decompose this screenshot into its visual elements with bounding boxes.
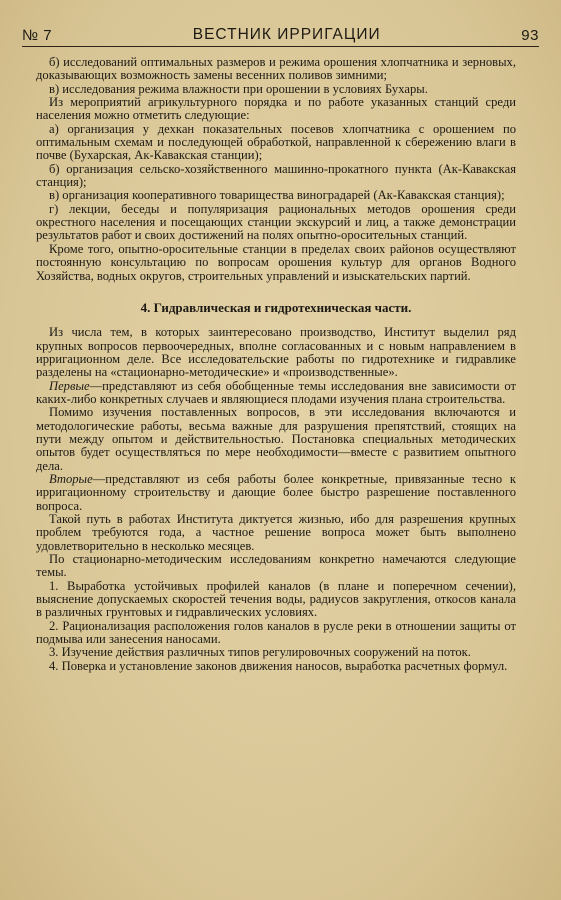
paragraph-text: —представляют из себя обобщенные темы исследования вне зависимости от каких-либо конкретных случаев и являющиеся плодами изучения плана строительства. xyxy=(36,378,516,406)
paragraphs-bottom xyxy=(36,326,516,673)
paragraph-text: г) лекции, беседы и популяризация рациональных методов орошения среди окрестного населения и посещающих станции экскурсий и лиц, а также демонстрации результатов работ и своих достижений на полях опытно-оросительных станций. xyxy=(36,201,516,243)
paragraph-text: Из числа тем, в которых заинтересовано производство, Институт выделил ряд крупных вопросов первоочередных, вполне согласованных и с новым направлением в ирригационном деле. Все исследовательские работы по гидротехнике и гидравлике разделены на «стационарно-методические» и «производственные». xyxy=(36,325,516,380)
paragraph xyxy=(36,473,516,513)
paragraph-text: 4. Поверка и установление законов движения наносов, выработка расчетных формул. xyxy=(49,658,508,673)
article-body xyxy=(36,56,516,673)
paragraph-text: в) организация кооперативного товарищества виноградарей (Ак-Кавакская станция); xyxy=(49,188,505,203)
paragraph-text: 2. Рационализация расположения голов каналов в русле реки в отношении защиты от подмыва или занесения наносами. xyxy=(36,618,516,647)
paragraph xyxy=(36,620,516,647)
paragraphs-top xyxy=(36,56,516,283)
paragraph xyxy=(36,380,516,407)
paragraph-text: Помимо изучения поставленных вопросов, в эти исследования включаются и методологические работы, весьма важные для разрушения препятствий, стоящих на пути между опытом и действительностью. Постановка специальных методических опытов будет осуществляться по мере необходимости—вместе с развитием опытного дела. xyxy=(36,405,516,473)
paragraph-text: По стационарно-методическим исследованиям конкретно намечаются следующие темы. xyxy=(36,552,516,580)
paragraph xyxy=(36,406,516,473)
paragraph-text: 1. Выработка устойчивых профилей каналов (в плане и поперечном сечении), выяснение допускаемых скоростей течения воды, радиусов закругления, откосов канала в различных грунтовых и гидравлических условиях. xyxy=(36,578,516,620)
paragraph xyxy=(36,660,516,673)
paragraph-text: 3. Изучение действия различных типов регулировочных сооружений на поток. xyxy=(49,645,471,660)
paragraph-lead: Первые xyxy=(49,378,90,393)
journal-title: ВЕСТНИК ИРРИГАЦИИ xyxy=(192,26,381,43)
paragraph xyxy=(36,243,516,283)
paragraph-lead: Вторые xyxy=(49,471,93,486)
paragraph-text: Кроме того, опытно-оросительные станции в пределах своих районов осуществляют постоянную консультацию по вопросам орошения культур для органов Водного Хозяйства, водных округов, строительных управлений и изыскательских партий. xyxy=(36,241,516,283)
paragraph-text: в) исследования режима влажности при орошении в условиях Бухары. xyxy=(49,81,428,96)
paragraph xyxy=(36,646,516,659)
section-title: 4. Гидравлическая и гидротехническая части. xyxy=(140,299,412,315)
paragraph xyxy=(36,83,516,96)
page-number: 93 xyxy=(521,27,539,44)
paragraph-text: б) организация сельско-хозяйственного машинно-прокатного пункта (Ак-Кавакская станция); xyxy=(36,161,516,190)
running-header xyxy=(22,20,539,47)
paragraph xyxy=(36,189,516,202)
paragraph xyxy=(36,513,516,553)
paragraph xyxy=(36,553,516,580)
paragraph-text: б) исследований оптимальных размеров и режима орошения хлопчатника и зерновых, доказывающих возможность замены весенних поливов зимними; xyxy=(36,55,516,83)
paragraph-text: Из мероприятий агрикультурного порядка и по работе указанных станций среди населения можно отметить следующие: xyxy=(36,95,516,123)
paragraph xyxy=(36,326,516,379)
paragraph xyxy=(36,56,516,83)
paragraph xyxy=(36,96,516,123)
paragraph xyxy=(36,580,516,620)
paragraph-text: а) организация у дехкан показательных посевов хлопчатника с орошением по оптимальным схемам и последующей обработкой, направленной к сбережению влаги в почве (Бухарская, Ак-Кавакская станции); xyxy=(36,121,516,163)
paragraph xyxy=(36,163,516,190)
paragraph-text: —представляют из себя работы более конкретные, привязанные тесно к ирригационному строительству и дающие более быстро разрешение поставленного вопроса. xyxy=(36,471,516,513)
paragraph xyxy=(36,203,516,243)
paragraph xyxy=(36,123,516,163)
issue-number: № 7 xyxy=(22,27,53,44)
paragraph-text: Такой путь в работах Института диктуется жизнью, ибо для разрешения крупных проблем требуются года, а частное решение вопроса может быть выполнено удовлетворительно в несколько месяцев. xyxy=(36,512,516,553)
